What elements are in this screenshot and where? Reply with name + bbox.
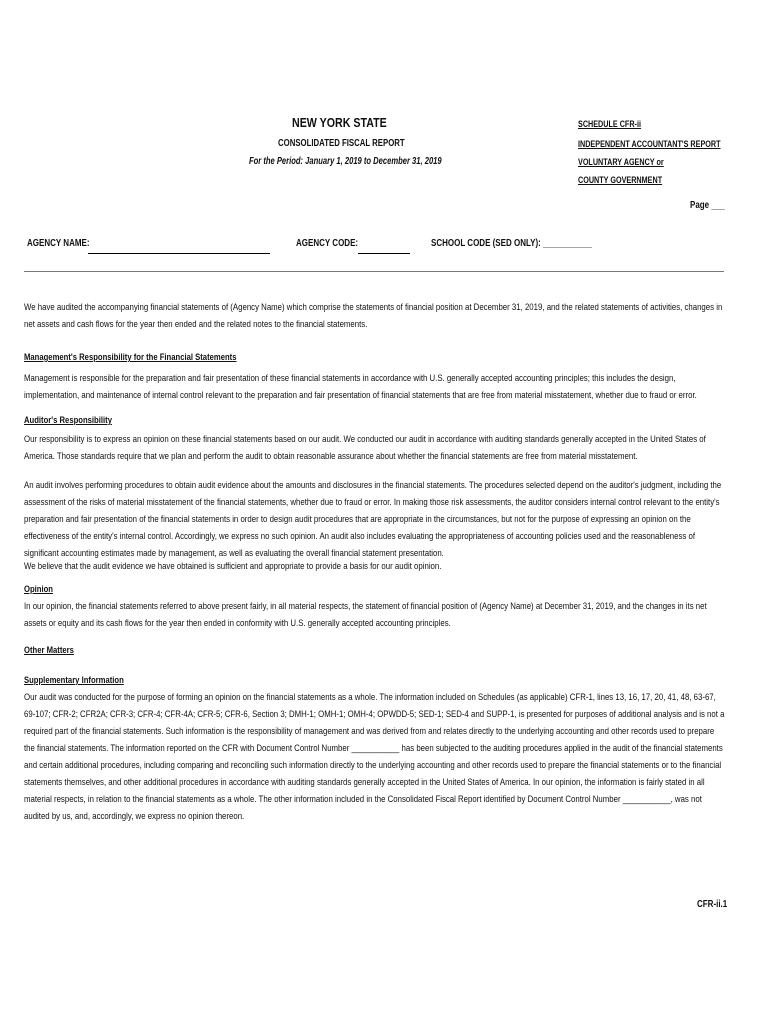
intro-paragraph: We have audited the accompanying financial statements of (Agency Name) which comprise the statements of financial position at December 31, 2019, and the related statements of activities, changes in net assets and cash flows for the year then ended and the related notes to the financial statements. — [24, 302, 723, 330]
auditor-paragraph-3: We believe that the audit evidence we have obtained is sufficient and appropriate to provide a basis for our audit opinion. — [24, 561, 442, 572]
schedule-desc-1: INDEPENDENT ACCOUNTANT'S REPORT — [578, 139, 721, 150]
agency-code-field[interactable] — [358, 253, 410, 254]
supplementary-heading: Supplementary Information — [24, 675, 124, 686]
divider — [24, 271, 724, 272]
page-number: Page ___ — [690, 200, 725, 211]
page-id: CFR-ii.1 — [697, 899, 728, 910]
schedule-desc-2: VOLUNTARY AGENCY or — [578, 157, 664, 168]
management-paragraph: Management is responsible for the preparation and fair presentation of these financial statements in accordance with U.S. generally accepted accounting principles; this includes the design, implementation, and maintenance of internal control relevant to the preparation and fair presentation of financial statements that are free from material misstatement, whether due to fraud or error. — [24, 373, 697, 401]
school-code-label: SCHOOL CODE (SED ONLY): ___________ — [431, 238, 592, 249]
opinion-paragraph: In our opinion, the financial statements referred to above present fairly, in all material respects, the statement of financial position of (Agency Name) at December 31, 2019, and the changes in its net assets or equity and its cash flows for the year then ended in conformity with U.S. generally accepted accounting principles. — [24, 601, 707, 629]
other-matters-heading: Other Matters — [24, 645, 74, 656]
page-title: NEW YORK STATE — [292, 115, 387, 130]
agency-code-label: AGENCY CODE: — [296, 238, 359, 249]
report-name: CONSOLIDATED FISCAL REPORT — [278, 138, 405, 149]
auditor-heading: Auditor's Responsibility — [24, 415, 112, 426]
auditor-paragraph-1: Our responsibility is to express an opinion on these financial statements based on our audit. We conducted our audit in accordance with auditing standards generally accepted in the United States of America. Those standards require that we plan and perform the audit to obtain reasonable assurance about whether the financial statements are free from material misstatement. — [24, 434, 706, 462]
supplementary-paragraph: Our audit was conducted for the purpose of forming an opinion on the financial statements as a whole. The information included on Schedules (as applicable) CFR-1, lines 13, 16, 17, 20, 41, 48, 63-67, 69-107; CFR-2; CFR2A; CFR-3; CFR-4; CFR-4A; CFR-5; CFR-6, Section 3; DMH-1; OMH-1; OMH-4; OPWDD-5; SED-1; SED-4 and SUPP-1, is presented for purposes of additional analysis and is not a required part of the financial statements. Such information is the responsibility of management and was derived from and relates directly to the underlying accounting and other records used to prepare the financial statements. The information reported on the CFR with Document Control Number ___________ has been subjected to the auditing procedures applied in the audit of the financial statements and certain additional procedures, including comparing and reconciling such information directly to the underlying accounting and other records used to prepare the financial statements or to the financial statements themselves, and other additional procedures in accordance with auditing standards generally accepted in the United States of America. In our opinion, the information is fairly stated in all material respects, in relation to the financial statements as a whole. The other information included in the Consolidated Fiscal Report identified by Document Control Number ___________, was not audited by us, and, accordingly, we express no opinion thereon. — [24, 692, 725, 822]
management-heading: Management's Responsibility for the Financial Statements — [24, 352, 237, 363]
report-period: For the Period: January 1, 2019 to December 31, 2019 — [249, 156, 442, 167]
opinion-heading: Opinion — [24, 584, 53, 595]
agency-name-field[interactable] — [88, 253, 270, 254]
schedule-id: SCHEDULE CFR-ii — [578, 119, 641, 130]
schedule-desc-3: COUNTY GOVERNMENT — [578, 175, 663, 186]
auditor-paragraph-2: An audit involves performing procedures to obtain audit evidence about the amounts and disclosures in the financial statements. The procedures selected depend on the auditor's judgment, including the assessment of the risks of material misstatement of the financial statements, whether due to fraud or error. In making those risk assessments, the auditor considers internal control relevant to the entity's preparation and fair presentation of the financial statements in order to design audit procedures that are appropriate in the circumstances, but not for the purpose of expressing an opinion on the effectiveness of the entity's internal control. Accordingly, we express no such opinion. An audit also includes evaluating the appropriateness of accounting policies used and the reasonableness of significant accounting estimates made by management, as well as evaluating the overall financial statement presentation. — [24, 480, 722, 559]
agency-name-label: AGENCY NAME: — [27, 238, 90, 249]
